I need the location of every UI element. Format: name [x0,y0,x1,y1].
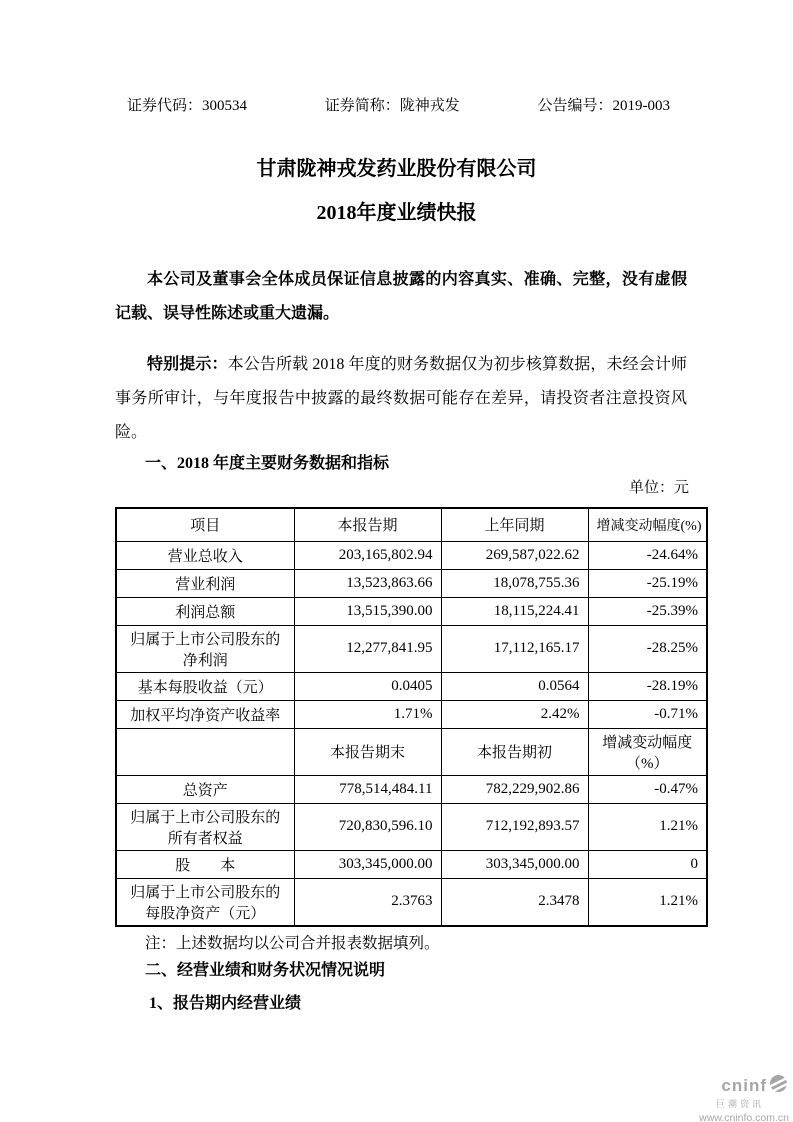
value-change: -0.71% [588,700,707,728]
value-current: 303,345,000.00 [294,850,441,878]
value-current: 13,515,390.00 [294,597,441,625]
table-note: 注：上述数据均以公司合并报表数据填列。 [145,935,440,952]
value-prior: 303,345,000.00 [441,850,588,878]
row-label: 归属于上市公司股东的每股净资产（元） [116,878,294,926]
header-cell-blank [116,728,294,775]
value-prior: 2.3478 [441,878,588,926]
header-cell-change-2: 增减变动幅度（%） [588,728,707,775]
table-header-row-1 [116,508,707,541]
table-row-weighted-roe [116,700,707,728]
value-change: 0 [588,850,707,878]
header-cell-period-end: 本报告期末 [294,728,441,775]
doc-header-line [127,94,670,115]
value-current: 12,277,841.95 [294,625,441,672]
announcement-number: 公告编号：2019-003 [537,98,670,114]
table-row-total-profit [116,597,707,625]
report-title: 2018年度业绩快报 [316,202,477,224]
table-row-net-profit [116,625,707,672]
board-statement-paragraph: 本公司及董事会全体成员保证信息披露的内容真实、准确、完整，没有虚假记载、误导性陈述或重大遗漏。 [115,271,687,322]
value-current: 778,514,484.11 [294,775,441,803]
header-cell-prior-period: 上年同期 [441,508,588,541]
value-prior: 0.0564 [441,672,588,700]
special-notice-text: 本公告所载 2018 年度的财务数据仅为初步核算数据，未经会计师事务所审计，与年度报告中披露的最终数据可能存在差异，请投资者注意投资风险。 [115,356,687,441]
table-row-basic-eps [116,672,707,700]
section2-heading: 二、经营业绩和财务状况情况说明 [145,962,386,979]
section2-sub-heading: 1、报告期内经营业绩 [149,995,302,1012]
value-change: -25.19% [588,569,707,597]
value-prior: 18,115,224.41 [441,597,588,625]
row-label: 股 本 [116,850,294,878]
header-cell-item: 项目 [116,508,294,541]
stock-name: 证券简称：陇神戎发 [324,98,460,114]
value-prior: 782,229,902.86 [441,775,588,803]
stock-code: 证券代码：300534 [127,98,248,114]
value-current: 1.71% [294,700,441,728]
row-label: 总资产 [116,775,294,803]
value-current: 720,830,596.10 [294,803,441,850]
value-current: 203,165,802.94 [294,541,441,569]
value-prior: 269,587,022.62 [441,541,588,569]
special-notice-label: 特别提示： [147,356,228,373]
cninfo-url: www.cninfo.com.cn [699,1112,789,1122]
table-header-row-2 [116,728,707,775]
value-current: 0.0405 [294,672,441,700]
unit-label: 单位：元 [628,480,689,496]
value-change: 1.21% [588,803,707,850]
row-label: 营业利润 [116,569,294,597]
row-label: 利润总额 [116,597,294,625]
header-cell-change: 增减变动幅度(%) [588,508,707,541]
value-prior: 17,112,165.17 [441,625,588,672]
value-change: 1.21% [588,878,707,926]
value-current: 13,523,863.66 [294,569,441,597]
cninfo-logo [685,1074,789,1122]
value-prior: 712,192,893.57 [441,803,588,850]
value-change: -25.39% [588,597,707,625]
value-change: -28.25% [588,625,707,672]
table-row-owners-equity [116,803,707,850]
table-row-net-assets-per-share [116,878,707,926]
table-row-total-revenue [116,541,707,569]
row-label: 基本每股收益（元） [116,672,294,700]
row-label: 归属于上市公司股东的净利润 [116,625,294,672]
value-change: -0.47% [588,775,707,803]
cninfo-swirl-icon [768,1074,789,1098]
row-label: 归属于上市公司股东的所有者权益 [116,803,294,850]
section1-heading: 一、2018 年度主要财务数据和指标 [145,455,390,472]
value-change: -28.19% [588,672,707,700]
header-cell-current-period: 本报告期 [294,508,441,541]
table-row-share-capital [116,850,707,878]
table-row-total-assets [116,775,707,803]
value-prior: 18,078,755.36 [441,569,588,597]
value-current: 2.3763 [294,878,441,926]
value-change: -24.64% [588,541,707,569]
cninfo-brand-text: cninf [721,1076,767,1095]
cninfo-brand-chinese: 巨潮资讯 [715,1099,764,1109]
company-title: 甘肃陇神戎发药业股份有限公司 [256,158,537,180]
special-notice-paragraph [115,348,687,450]
row-label: 营业总收入 [116,541,294,569]
cninfo-logo-top [685,1074,789,1098]
financial-data-table [115,507,708,927]
table-row-operating-profit [116,569,707,597]
value-prior: 2.42% [441,700,588,728]
header-cell-period-begin: 本报告期初 [441,728,588,775]
row-label: 加权平均净资产收益率 [116,700,294,728]
